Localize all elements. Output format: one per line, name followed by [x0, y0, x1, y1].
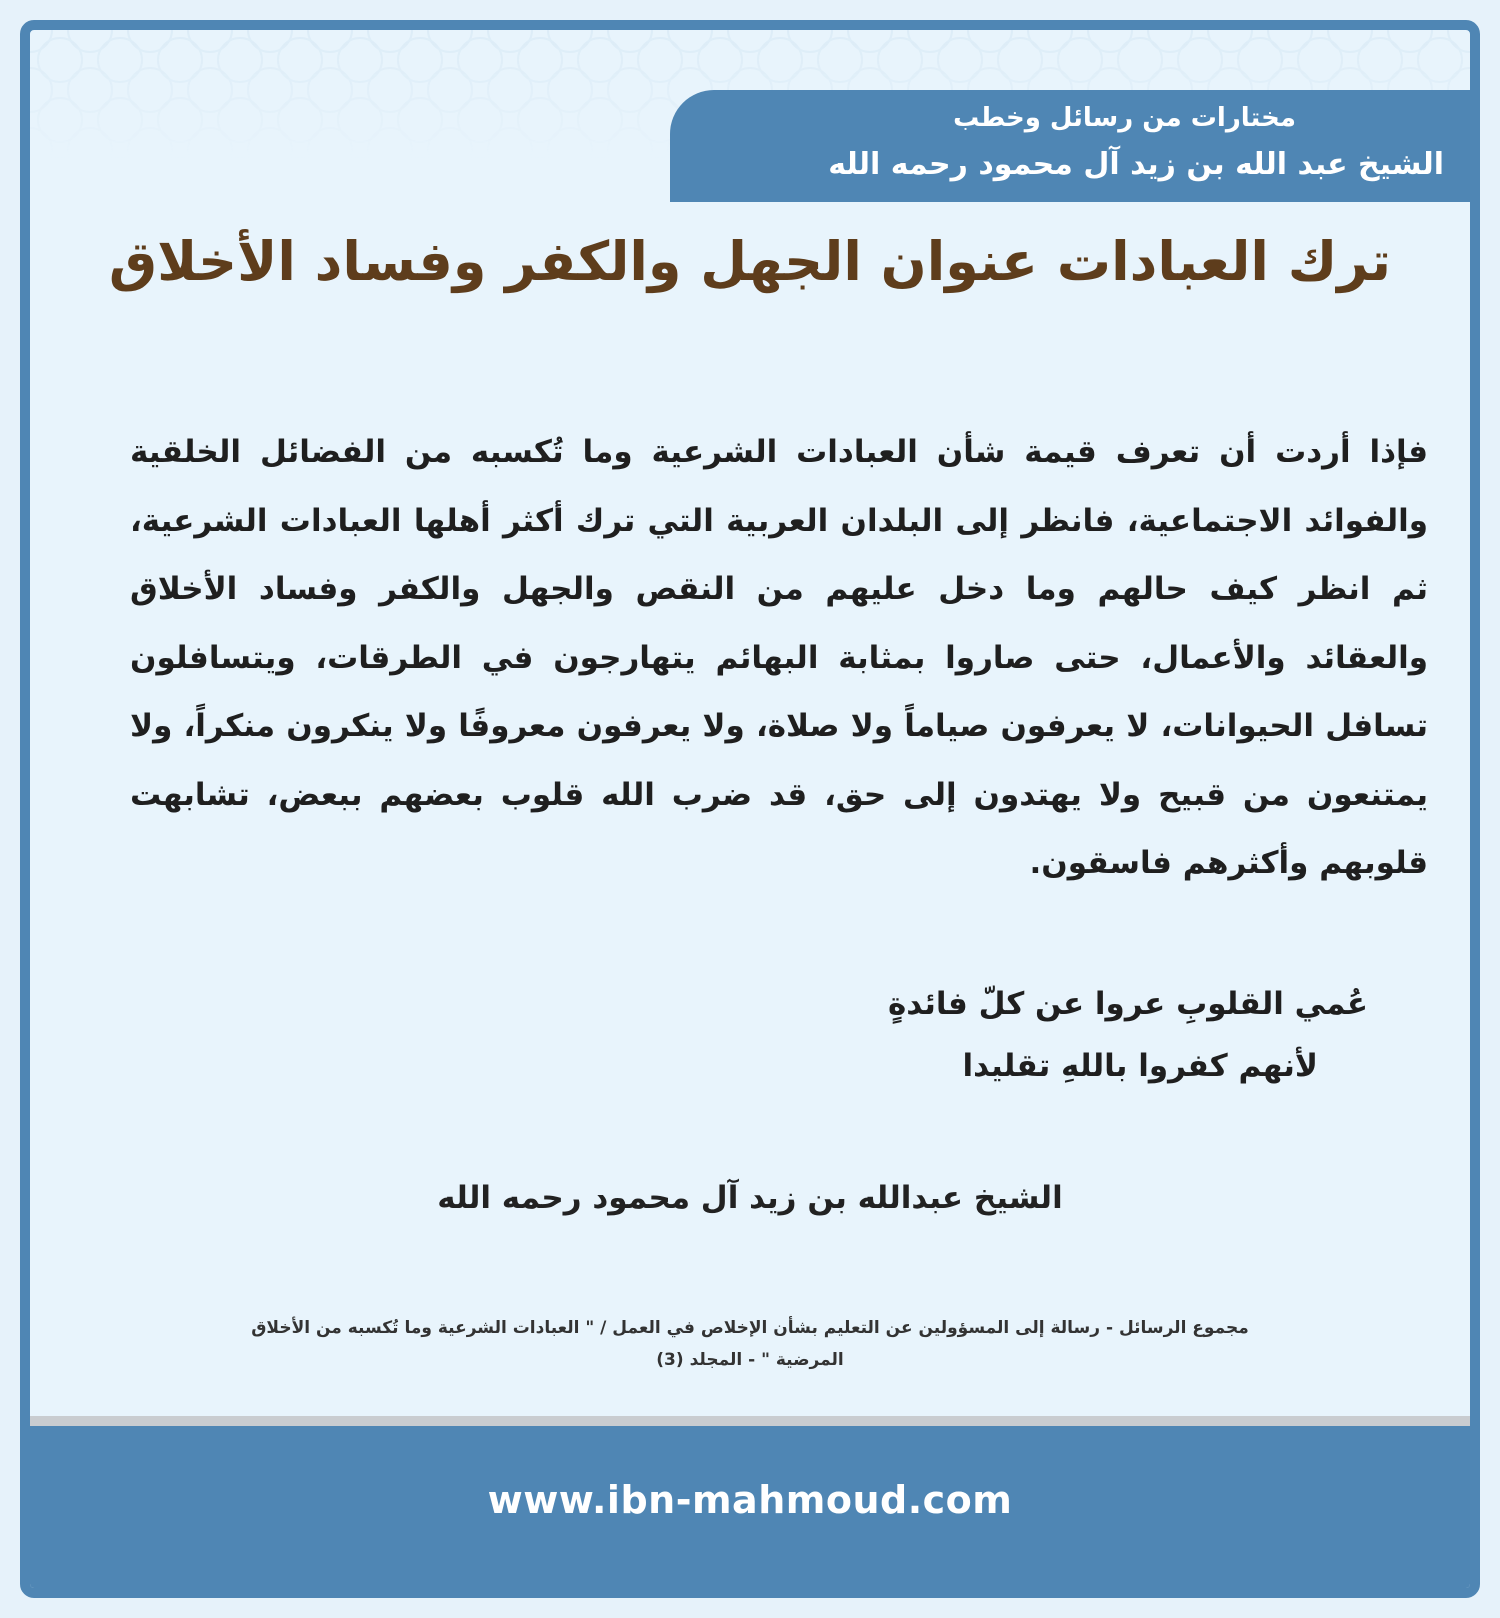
- source-citation: [140, 1312, 1360, 1376]
- header-banner: [670, 90, 1470, 202]
- website-link[interactable]: www.ibn-mahmoud.com: [487, 1478, 1013, 1522]
- header-subtitle: مختارات من رسائل وخطب: [953, 103, 1296, 133]
- signature: الشيخ عبدالله بن زيد آل محمود رحمه الله: [437, 1180, 1063, 1216]
- page-title: ترك العبادات عنوان الجهل والكفر وفساد الأخلاق: [108, 230, 1392, 293]
- source-line-2: المرضية " - المجلد (3): [656, 1350, 844, 1370]
- body-paragraph: فإذا أردت أن تعرف قيمة شأن العبادات الشرعية وما تُكسبه من الفضائل الخلقية والفوائد الاجتماعية، فانظر إلى البلدان العربية التي ترك أكثر أهلها العبادات الشرعية، ثم انظر كيف حالهم وما دخل عليهم من النقص والجهل والكفر وفساد الأخلاق والعقائد والأعمال، حتى صاروا بمثابة البهائم يتهارجون في الطرقات، ويتسافلون تسافل الحيوانات، لا يعرفون صياماً ولا صلاة، ولا يعرفون معروفًا ولا ينكرون منكراً، ولا يمتنعون من قبيح ولا يهتدون إلى حق، قد ضرب الله قلوب بعضهم ببعض، تشابهت قلوبهم وأكثرهم فاسقون.: [130, 434, 1428, 881]
- footer-divider: [30, 1416, 1470, 1426]
- footer-bar: [30, 1426, 1470, 1588]
- source-line-1: مجموع الرسائل - رسالة إلى المسؤولين عن التعليم بشأن الإخلاص في العمل / " العبادات الشرعية وما تُكسبه من الأخلاق: [251, 1318, 1249, 1338]
- verse-line-2: لأنهم كفروا باللهِ تقليدا: [962, 1048, 1318, 1084]
- header-author: الشيخ عبد الله بن زيد آل محمود رحمه الله: [828, 147, 1444, 182]
- quote-card: [20, 20, 1480, 1598]
- verse-line-1: عُمي القلوبِ عروا عن كلّ فائدةٍ: [887, 986, 1368, 1022]
